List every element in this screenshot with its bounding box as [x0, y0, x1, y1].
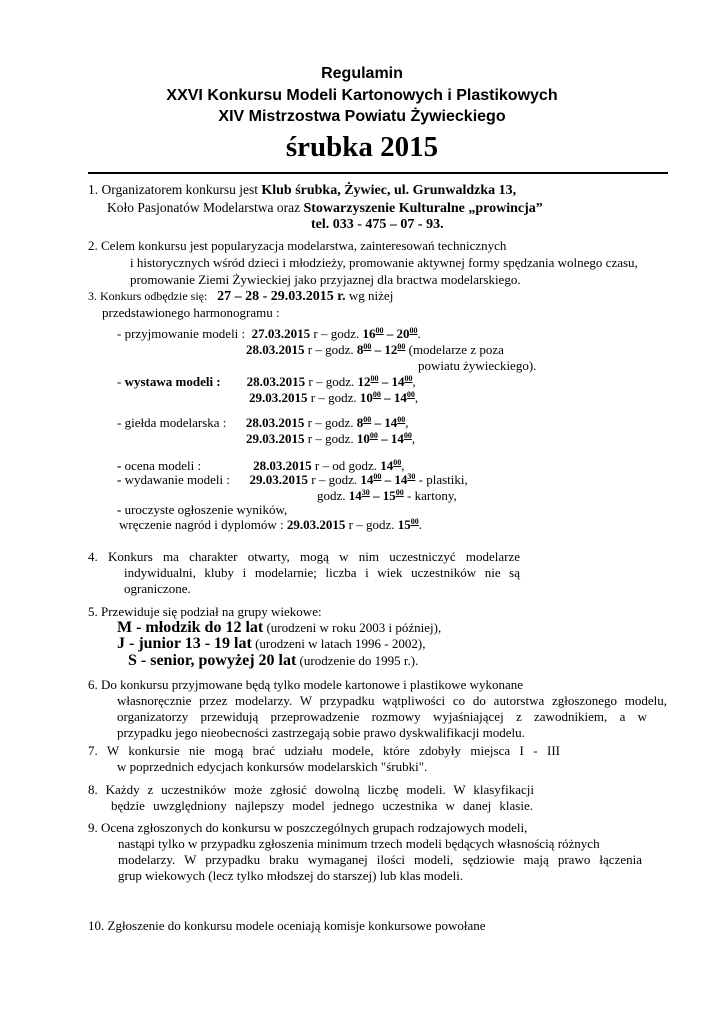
- age-group-junior: J - junior 13 - 19 lat (urodzeni w latach 1996 - 2002),: [117, 635, 426, 652]
- doc-heading-competition: XXVI Konkursu Modeli Kartonowych i Plastikowych: [166, 87, 558, 104]
- doc-heading-championship: XIV Mistrzostwa Powiatu Żywieckiego: [218, 108, 506, 125]
- schedule-intake-day2: 28.03.2015 r – godz. $8^{00} - 12^{00}$ (modelarze z poza: [246, 342, 504, 357]
- p9-line3: modelarzy. W przypadku braku wymaganej ilości modeli, sędziowie mają prawo łączenia: [118, 852, 642, 867]
- p9-line1: 9. Ocena zgłoszonych do konkursu w poszczególnych grupach rodzajowych modeli,: [88, 820, 528, 835]
- title-divider: [88, 172, 668, 174]
- p5-line1: 5. Przewiduje się podział na grupy wiekowe:: [88, 604, 322, 619]
- p7-line2: w poprzednich edycjach konkursów modelarskich "śrubki".: [117, 759, 428, 774]
- p9-line4: grup wiekowych (lecz tylko młodszej do starszej) lub klas modeli.: [118, 868, 464, 883]
- p4-line1: 4. Konkurs ma charakter otwarty, mogą w nim uczestniczyć modelarze: [88, 549, 520, 564]
- schedule-pickup: - wydawanie modeli : 29.03.2015 r – godz. $14^{00} - 14^{30}$ - plastiki,: [117, 472, 468, 487]
- doc-title: śrubka 2015: [285, 131, 439, 163]
- schedule-exchange-day2: 29.03.2015 r – godz. $10^{00} - 14^{00}$,: [246, 431, 416, 446]
- p3-line1: 3. Konkurs odbędzie się: 27 – 28 - 29.03.2015 r. wg niżej: [88, 288, 394, 304]
- p4-line2: indywidualni, kluby i modelarnie; liczba i wiek uczestników nie są: [124, 565, 520, 580]
- p3-line2: przedstawionego harmonogramu :: [102, 305, 280, 320]
- p6-line1: 6. Do konkursu przyjmowane będą tylko modele kartonowe i plastikowe wykonane: [88, 677, 524, 692]
- p2-line1: 2. Celem konkursu jest popularyzacja modelarstwa, zainteresowań technicznych: [88, 238, 507, 253]
- schedule-exhibition: - wystawa modeli : 28.03.2015 r – godz. $12^{00} - 14^{00}$,: [117, 374, 416, 389]
- schedule-pickup-cardboard: godz. $14^{30} - 15^{00}$ - kartony,: [317, 488, 457, 503]
- doc-heading-regulamin: Regulamin: [321, 65, 403, 82]
- p1-line1: 1. Organizatorem konkursu jest Klub śrubka, Żywiec, ul. Grunwaldzka 13,: [88, 182, 517, 198]
- p8-line1: 8. Każdy z uczestników może zgłosić dowolną liczbę modeli. W klasyfikacji: [88, 782, 534, 797]
- p4-line3: ograniczone.: [124, 581, 191, 596]
- age-group-senior: S - senior, powyżej 20 lat (urodzenie do 1995 r.).: [128, 652, 419, 669]
- p1-line2: Koło Pasjonatów Modelarstwa oraz Stowarzyszenie Kulturalne „prowincja”: [107, 200, 543, 216]
- p8-line2: będzie uwzględniony najlepszy model jednego uczestnika w danej klasie.: [111, 798, 533, 813]
- schedule-judging: - ocena modeli : 28.03.2015 r – od godz. $14^{00}$,: [117, 458, 405, 473]
- p7-line1: 7. W konkursie nie mogą brać udziału modele, które zdobyły miejsca I - III: [88, 743, 560, 758]
- schedule-exhibition-day2: 29.03.2015 r – godz. $10^{00} - 14^{00}$,: [249, 390, 419, 405]
- p6-line4: przypadku jego nieobecności zastrzegają sobie prawo dyskwalifikacji modelu.: [117, 725, 525, 740]
- p2-line2: i historycznych wśród dzieci i młodzieży, promowanie aktywnej formy spędzania wolnego czasu,: [130, 255, 638, 270]
- schedule-results: - uroczyste ogłoszenie wyników,: [117, 502, 288, 517]
- schedule-awards: wręczenie nagród i dyplomów : 29.03.2015 r – godz. $15^{00}$.: [119, 517, 422, 532]
- p6-line2: własnoręcznie przez modelarzy. W przypadku wątpliwości co do autorstwa zgłoszonego modelu,: [117, 693, 667, 708]
- schedule-exchange: - giełda modelarska : 28.03.2015 r – godz. $8^{00} - 14^{00}$,: [117, 415, 409, 430]
- age-group-junior-young: M - młodzik do 12 lat (urodzeni w roku 2003 i później),: [117, 619, 442, 636]
- p6-line3: organizatorzy przewidują przeprowadzenie rozmowy wyjaśniającej z zawodnikiem, a w: [117, 709, 647, 724]
- schedule-intake: - przyjmowanie modeli : 27.03.2015 r – godz. $16^{00} - 20^{00}$.: [117, 326, 421, 341]
- p2-line3: promowanie Ziemi Żywieckiej jako przyjaznej dla bractwa modelarskiego.: [130, 272, 521, 287]
- p9-line2: nastąpi tylko w przypadku zgłoszenia minimum trzech modeli będących własnością różnych: [118, 836, 600, 851]
- p1-phone: tel. 033 - 475 – 07 - 93.: [311, 217, 444, 232]
- p10-line1: 10. Zgłoszenie do konkursu modele oceniają komisje konkursowe powołane: [88, 918, 486, 933]
- schedule-intake-note: powiatu żywieckiego).: [418, 358, 537, 373]
